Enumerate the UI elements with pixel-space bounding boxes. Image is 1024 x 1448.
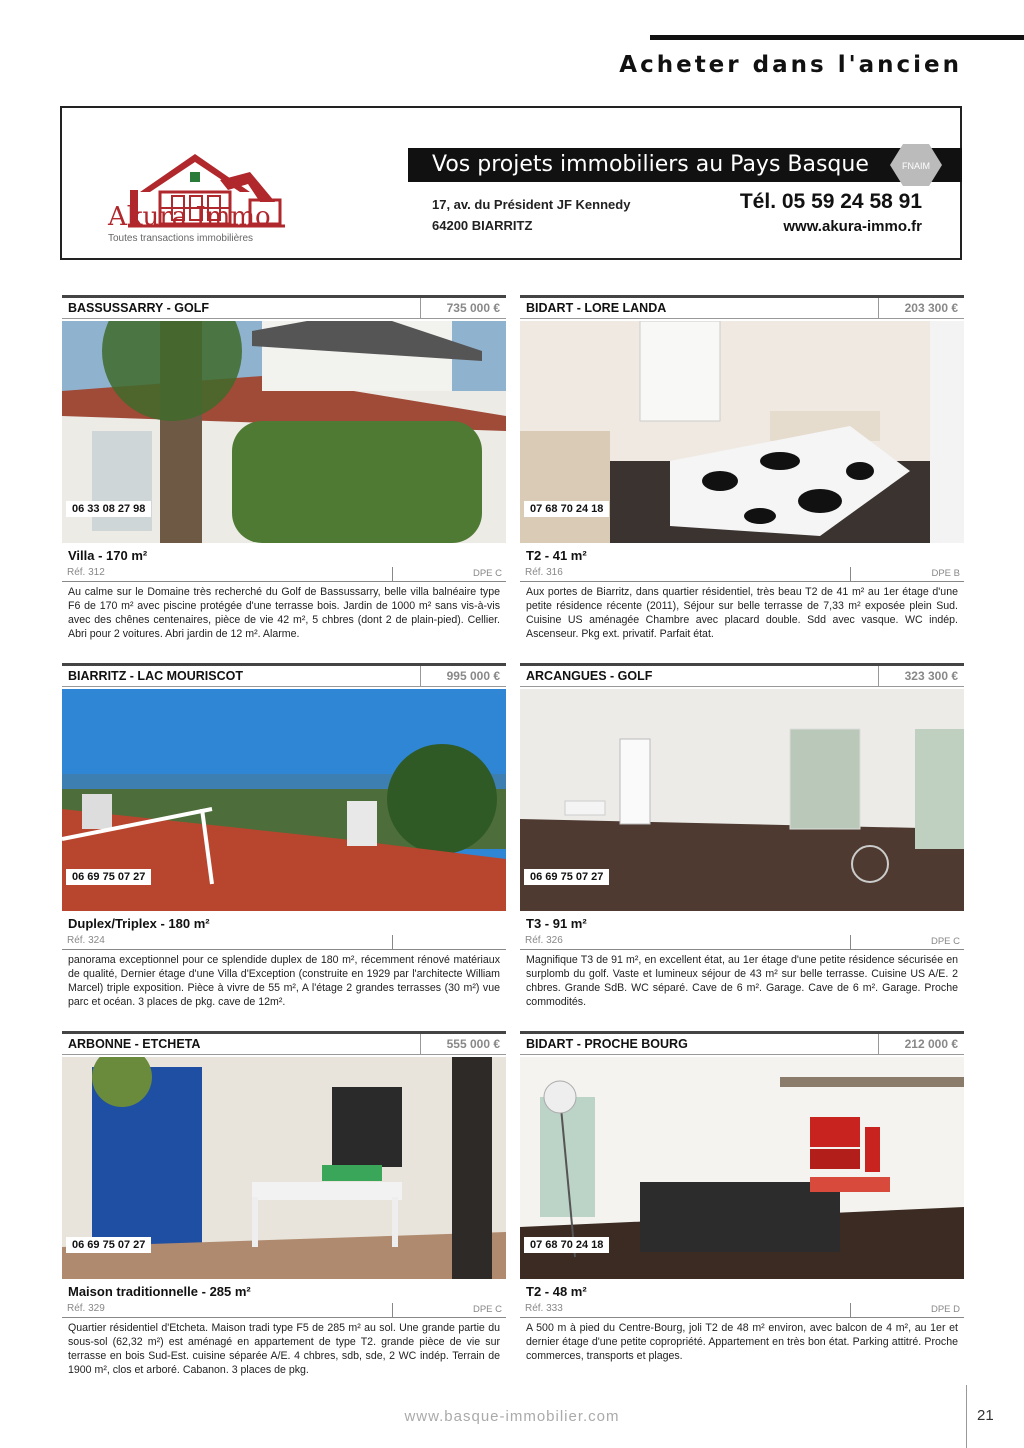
card-header: [520, 298, 964, 319]
card-header: [520, 1034, 964, 1055]
agency-ad: [60, 106, 962, 260]
ref-row: [62, 1303, 506, 1318]
listing-ref: Réf. 326: [525, 935, 563, 946]
agency-address: [432, 194, 630, 236]
listing-description: A 500 m à pied du Centre-Bourg, joli T2 de 48 m² environ, avec balcon de 4 m², au 1er et dernier étage d'une petite copropriété. Appartement en très bon état. Parking attitré. Proche commerces, transports et plages.: [526, 1322, 958, 1362]
address-line1: 17, av. du Président JF Kennedy: [432, 197, 631, 212]
page-number-box: [966, 1385, 1024, 1448]
card-header: [62, 666, 506, 687]
listing-price: 323 300 €: [878, 666, 964, 686]
ref-divider: [392, 1303, 393, 1317]
listing-ref: Réf. 324: [67, 935, 105, 946]
listing-type: T2 - 41 m²: [526, 548, 587, 563]
footer-url[interactable]: www.basque-immobilier.com: [404, 1408, 620, 1425]
listing-location: ARBONNE - ETCHETA: [68, 1037, 201, 1051]
listing-type: Villa - 170 m²: [68, 548, 148, 563]
agency-name: Akura Immo: [108, 202, 271, 232]
ref-divider: [850, 935, 851, 949]
listing-location: BIDART - PROCHE BOURG: [526, 1037, 688, 1051]
card-header: [62, 298, 506, 319]
card-header: [62, 1034, 506, 1055]
listing-location: BIARRITZ - LAC MOURISCOT: [68, 669, 243, 683]
listing-type: Maison traditionnelle - 285 m²: [68, 1284, 251, 1299]
listing-ref: Réf. 316: [525, 567, 563, 578]
listing-location: BASSUSSARRY - GOLF: [68, 301, 209, 315]
agency-website[interactable]: www.akura-immo.fr: [783, 218, 922, 235]
header-rule: [650, 35, 1024, 40]
listing-phone: 07 68 70 24 18: [524, 501, 609, 517]
listing-description: panorama exceptionnel pour ce splendide duplex de 180 m², récemment rénové matériaux de qualité, Dernier étage d'une Villa d'Exception (construite en 1929 par l'architecte William Marcel) triple exposition. Pièce à vivre de 55 m², A l'étage 2 grandes terrasses (30 m²) vue parc et océan. 3 places de pkg. cave de 12m².: [68, 954, 500, 1008]
ref-row: [62, 935, 506, 950]
agency-banner: [408, 148, 962, 182]
listing-dpe: DPE C: [472, 1304, 502, 1315]
listing-description: Au calme sur le Domaine très recherché du Golf de Bassussarry, belle villa balnéaire type F6 de 170 m² avec piscine protégée d'une terrasse bois. Jardin de 1000 m² sans vis-à-vis avec des chênes centenaires, pièce de vie 42 m², 5 chbres (dont 2 de plain-pied). Cellier. Abri pour 2 voitures. Abri jardin de 12 m². Alarme.: [68, 586, 500, 640]
listing-dpe: DPE C: [472, 568, 502, 579]
ref-divider: [392, 935, 393, 949]
listing-ref: Réf. 329: [67, 1303, 105, 1314]
card-header: [520, 666, 964, 687]
listing-price: 735 000 €: [420, 298, 506, 318]
listing-phone: 06 69 75 07 27: [524, 869, 609, 885]
listing-description: Quartier résidentiel d'Etcheta. Maison tradi type F5 de 285 m² au sol. Une grande partie du sous-sol (62,32 m²) est aménagé en appartement de type T2. grande pièce de vie sur terrasse en bois Sud-Est. cuisine séparée A/E. 4 chbres, sdb, sde, 2 WC indép. Terrain de 1900 m², clos et arboré. Cabanon. 3 places de pkg.: [68, 1322, 500, 1376]
listing-location: BIDART - LORE LANDA: [526, 301, 667, 315]
listing-type: Duplex/Triplex - 180 m²: [68, 916, 210, 931]
ref-row: [62, 567, 506, 582]
agency-phone: Tél. 05 59 24 58 91: [739, 190, 922, 213]
ref-row: [520, 567, 964, 582]
listing-location: ARCANGUES - GOLF: [526, 669, 653, 683]
listing-price: 995 000 €: [420, 666, 506, 686]
listing-price: 212 000 €: [878, 1034, 964, 1054]
listing-description: Aux portes de Biarritz, dans quartier résidentiel, très beau T2 de 41 m² au 1er étage d'une petite résidence récente (2011), Séjour sur belle terrasse de 7,33 m² exposée plein Sud. Cuisine US aménagée Chambre avec placard double. Sdd avec vasque. WC indép. Ascenseur. Pkg ext. privatif. Parfait état.: [526, 586, 958, 640]
ref-row: [520, 1303, 964, 1318]
listing-ref: Réf. 312: [67, 567, 105, 578]
section-title: Acheter dans l'ancien: [619, 52, 962, 78]
ref-divider: [850, 567, 851, 581]
agency-tagline: Toutes transactions immobilières: [108, 233, 254, 244]
listing-type: T2 - 48 m²: [526, 1284, 587, 1299]
banner-text: Vos projets immobiliers au Pays Basque: [432, 152, 869, 177]
listing-price: 203 300 €: [878, 298, 964, 318]
listing-phone: 06 33 08 27 98: [66, 501, 151, 517]
ref-row: [520, 935, 964, 950]
listing-phone: 06 69 75 07 27: [66, 1237, 151, 1253]
listing-phone: 06 69 75 07 27: [66, 869, 151, 885]
listing-dpe: DPE B: [931, 568, 960, 579]
fnaim-badge-icon: [890, 142, 942, 188]
listing-dpe: DPE D: [930, 1304, 960, 1315]
listing-dpe: DPE C: [930, 936, 960, 947]
ref-divider: [850, 1303, 851, 1317]
fnaim-label: FNAIM: [902, 161, 930, 171]
listing-description: Magnifique T3 de 91 m², en excellent état, au 1er étage d'une petite résidence sécurisée en surplomb du golf. Vaste et lumineux séjour de 43 m² sur belle terrasse. Cuisine US A/E. 2 chbres. Grande SdB. WC séparé. Cave de 6 m². Garage. Cave de 6 m². Garage. Proche commodités.: [526, 954, 958, 1008]
listing-type: T3 - 91 m²: [526, 916, 587, 931]
listing-phone: 07 68 70 24 18: [524, 1237, 609, 1253]
ref-divider: [392, 567, 393, 581]
listing-ref: Réf. 333: [525, 1303, 563, 1314]
page-number: 21: [977, 1407, 994, 1424]
listing-price: 555 000 €: [420, 1034, 506, 1054]
address-line2: 64200 BIARRITZ: [432, 218, 533, 233]
